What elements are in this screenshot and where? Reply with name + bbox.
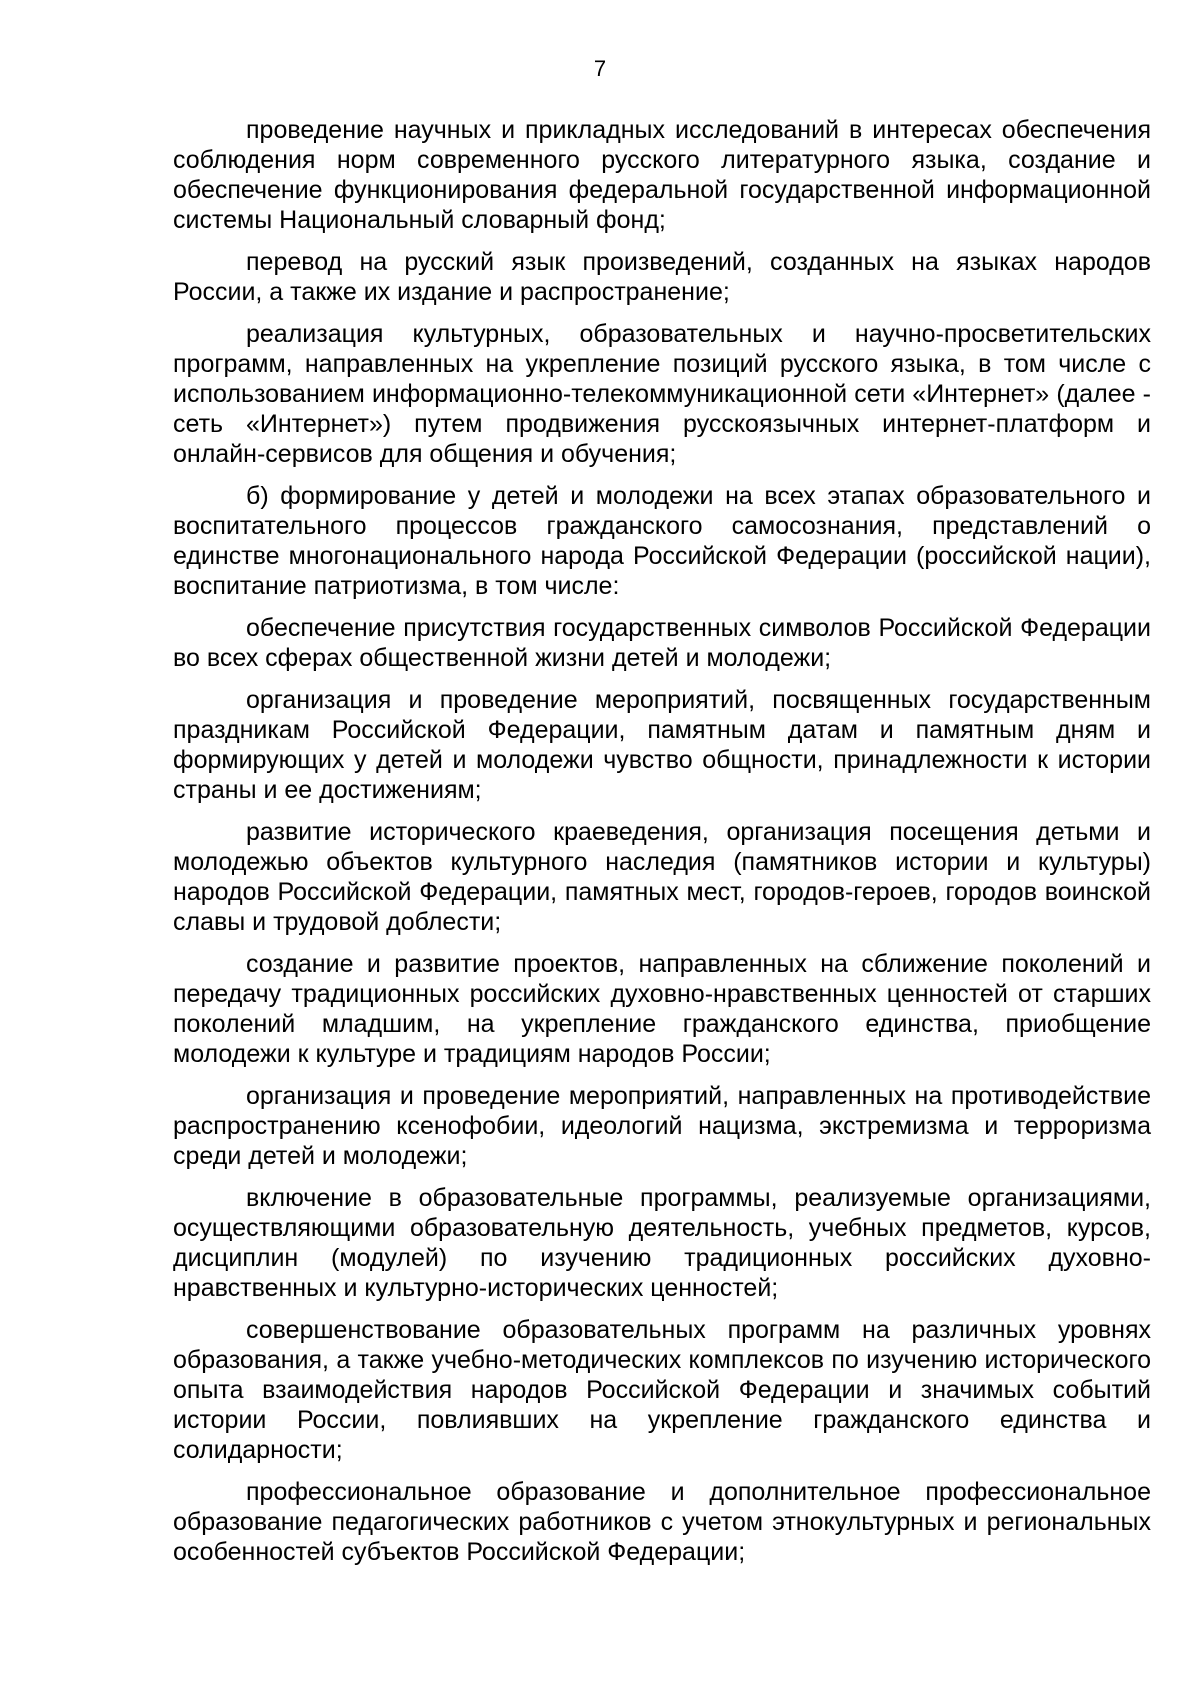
- paragraph: организация и проведение мероприятий, направленных на противодействие распространению ксенофобии, идеологий нацизма, экстремизма и терроризма среди детей и молодежи;: [173, 1082, 1151, 1170]
- page-number: 7: [593, 56, 607, 81]
- paragraph: профессиональное образование и дополнительное профессиональное образование педагогических работников с учетом этнокультурных и региональных особенностей субъектов Российской Федерации;: [173, 1478, 1151, 1566]
- document-body: [173, 115, 1151, 1579]
- paragraph: совершенствование образовательных программ на различных уровнях образования, а также учебно-методических комплексов по изучению исторического опыта взаимодействия народов Российской Федерации и значимых событий истории России, повлиявших на укрепление гражданского единства и солидарности;: [173, 1316, 1151, 1464]
- paragraph: б) формирование у детей и молодежи на всех этапах образовательного и воспитательного процессов гражданского самосознания, представлений о единстве многонационального народа Российской Федерации (российской нации), воспитание патриотизма, в том числе:: [173, 482, 1151, 600]
- paragraph: создание и развитие проектов, направленных на сближение поколений и передачу традиционных российских духовно-нравственных ценностей от старших поколений младшим, на укрепление гражданского единства, приобщение молодежи к культуре и традициям народов России;: [173, 950, 1151, 1068]
- paragraph: перевод на русский язык произведений, созданных на языках народов России, а также их издание и распространение;: [173, 248, 1151, 306]
- paragraph: организация и проведение мероприятий, посвященных государственным праздникам Российской Федерации, памятным датам и памятным дням и формирующих у детей и молодежи чувство общности, принадлежности к истории страны и ее достижениям;: [173, 686, 1151, 804]
- paragraph: обеспечение присутствия государственных символов Российской Федерации во всех сферах общественной жизни детей и молодежи;: [173, 614, 1151, 672]
- paragraph: реализация культурных, образовательных и научно-просветительских программ, направленных на укрепление позиций русского языка, в том числе с использованием информационно-телекоммуникационной сети «Интернет» (далее - сеть «Интернет») путем продвижения русскоязычных интернет-платформ и онлайн-сервисов для общения и обучения;: [173, 320, 1151, 468]
- paragraph: включение в образовательные программы, реализуемые организациями, осуществляющими образовательную деятельность, учебных предметов, курсов, дисциплин (модулей) по изучению традиционных российских духовно-нравственных и культурно-исторических ценностей;: [173, 1184, 1151, 1302]
- paragraph: развитие исторического краеведения, организация посещения детьми и молодежью объектов культурного наследия (памятников истории и культуры) народов Российской Федерации, памятных мест, городов-героев, городов воинской славы и трудовой доблести;: [173, 818, 1151, 936]
- paragraph: проведение научных и прикладных исследований в интересах обеспечения соблюдения норм современного русского литературного языка, создание и обеспечение функционирования федеральной государственной информационной системы Национальный словарный фонд;: [173, 116, 1151, 234]
